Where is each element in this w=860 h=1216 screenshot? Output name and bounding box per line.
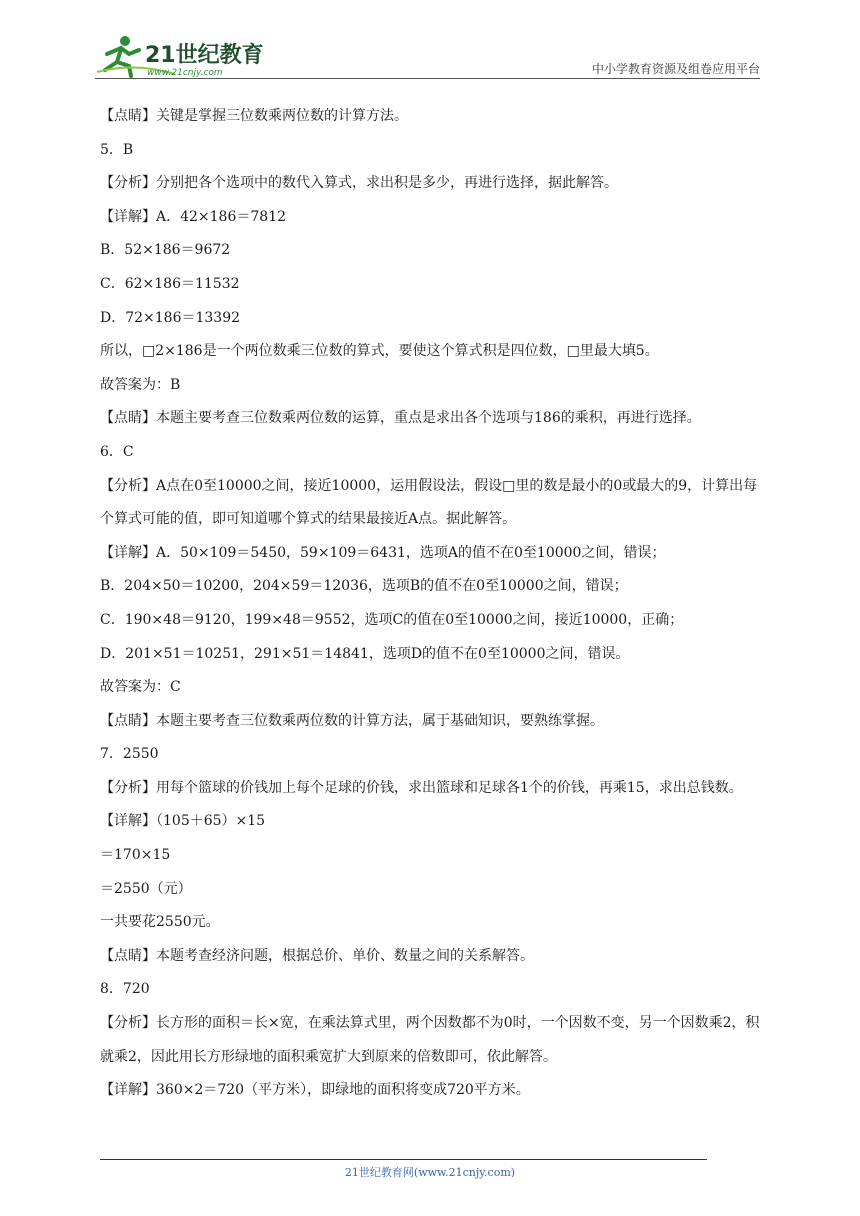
- text-line: B．52×186＝9672: [100, 242, 231, 259]
- text-line: 一共要花2550元。: [100, 914, 220, 931]
- text-line: B．204×50＝10200，204×59＝12036，选项B的值不在0至10000之间，错误；: [100, 578, 628, 595]
- answer-heading: 7．2550: [100, 746, 159, 763]
- answer-heading: 6．C: [100, 443, 134, 460]
- footer-link[interactable]: 21世纪教育网(www.21cnjy.com): [344, 1166, 516, 1179]
- text-line: 故答案为：B: [100, 376, 181, 393]
- text-paragraph: 【分析】长方形的面积＝长×宽，在乘法算式里，两个因数都不为0时，一个因数不变，另一个因数乘2，积就乘2，因此用长方形绿地的面积乘宽扩大到原来的倍数即可，依此解答。: [100, 1015, 760, 1065]
- text-line: 【分析】分别把各个选项中的数代入算式，求出积是多少，再进行选择，据此解答。: [100, 175, 618, 192]
- text-line: 【详解】A．42×186＝7812: [100, 208, 287, 225]
- text-line: C．62×186＝11532: [100, 275, 240, 292]
- text-line: ＝2550（元）: [100, 880, 192, 897]
- text-line: 所以，□2×186是一个两位数乘三位数的算式，要使这个算式积是四位数，□里最大填5。: [100, 343, 659, 360]
- text-line: 【详解】A．50×109＝5450，59×109＝6431，选项A的值不在0至10000之间，错误；: [100, 544, 666, 561]
- text-line: 【详解】360×2＝720（平方米），即绿地的面积将变成720平方米。: [100, 1082, 530, 1099]
- logo-text: 21世纪教育: [145, 43, 264, 68]
- header-platform-text: 中小学教育资源及组卷应用平台: [591, 62, 760, 76]
- text-line: 【点睛】本题考查经济问题，根据总价、单价、数量之间的关系解答。: [100, 947, 534, 964]
- text-line: ＝170×15: [100, 847, 171, 864]
- text-paragraph: 【分析】A点在0至10000之间，接近10000，运用假设法，假设□里的数是最小的0或最大的9，计算出每个算式可能的值，即可知道哪个算式的结果最接近A点。据此解答。: [100, 477, 758, 528]
- text-line: D．201×51＝10251，291×51＝14841，选项D的值不在0至10000之间，错误。: [100, 645, 630, 662]
- header-divider: [95, 78, 760, 79]
- text-paragraph: 【分析】用每个篮球的价钱加上每个足球的价钱，求出篮球和足球各1个的价钱，再乘15，求出总钱数。: [100, 779, 743, 796]
- page-header: [95, 30, 760, 80]
- site-logo: [95, 32, 265, 78]
- answer-heading: 8．720: [100, 981, 150, 998]
- text-line: 【点睛】本题主要考查三位数乘两位数的计算方法，属于基础知识，要熟练掌握。: [100, 712, 604, 729]
- text-line: D．72×186＝13392: [100, 309, 241, 326]
- text-line: 【详解】（105＋65）×15: [100, 813, 266, 830]
- text-line: 【点睛】本题主要考查三位数乘两位数的运算，重点是求出各个选项与186的乘积，再进行选择。: [100, 410, 701, 427]
- text-line: C．190×48＝9120，199×48＝9552，选项C的值在0至10000之间，接近10000，正确；: [100, 611, 684, 628]
- footer-divider: [100, 1159, 707, 1160]
- text-line: 故答案为：C: [100, 679, 181, 696]
- text-line: 【点睛】关键是掌握三位数乘两位数的计算方法。: [100, 108, 408, 124]
- logo-url: www.21cnjy.com: [147, 68, 223, 78]
- answer-heading: 5．B: [100, 141, 134, 158]
- answer-content: [100, 100, 760, 1108]
